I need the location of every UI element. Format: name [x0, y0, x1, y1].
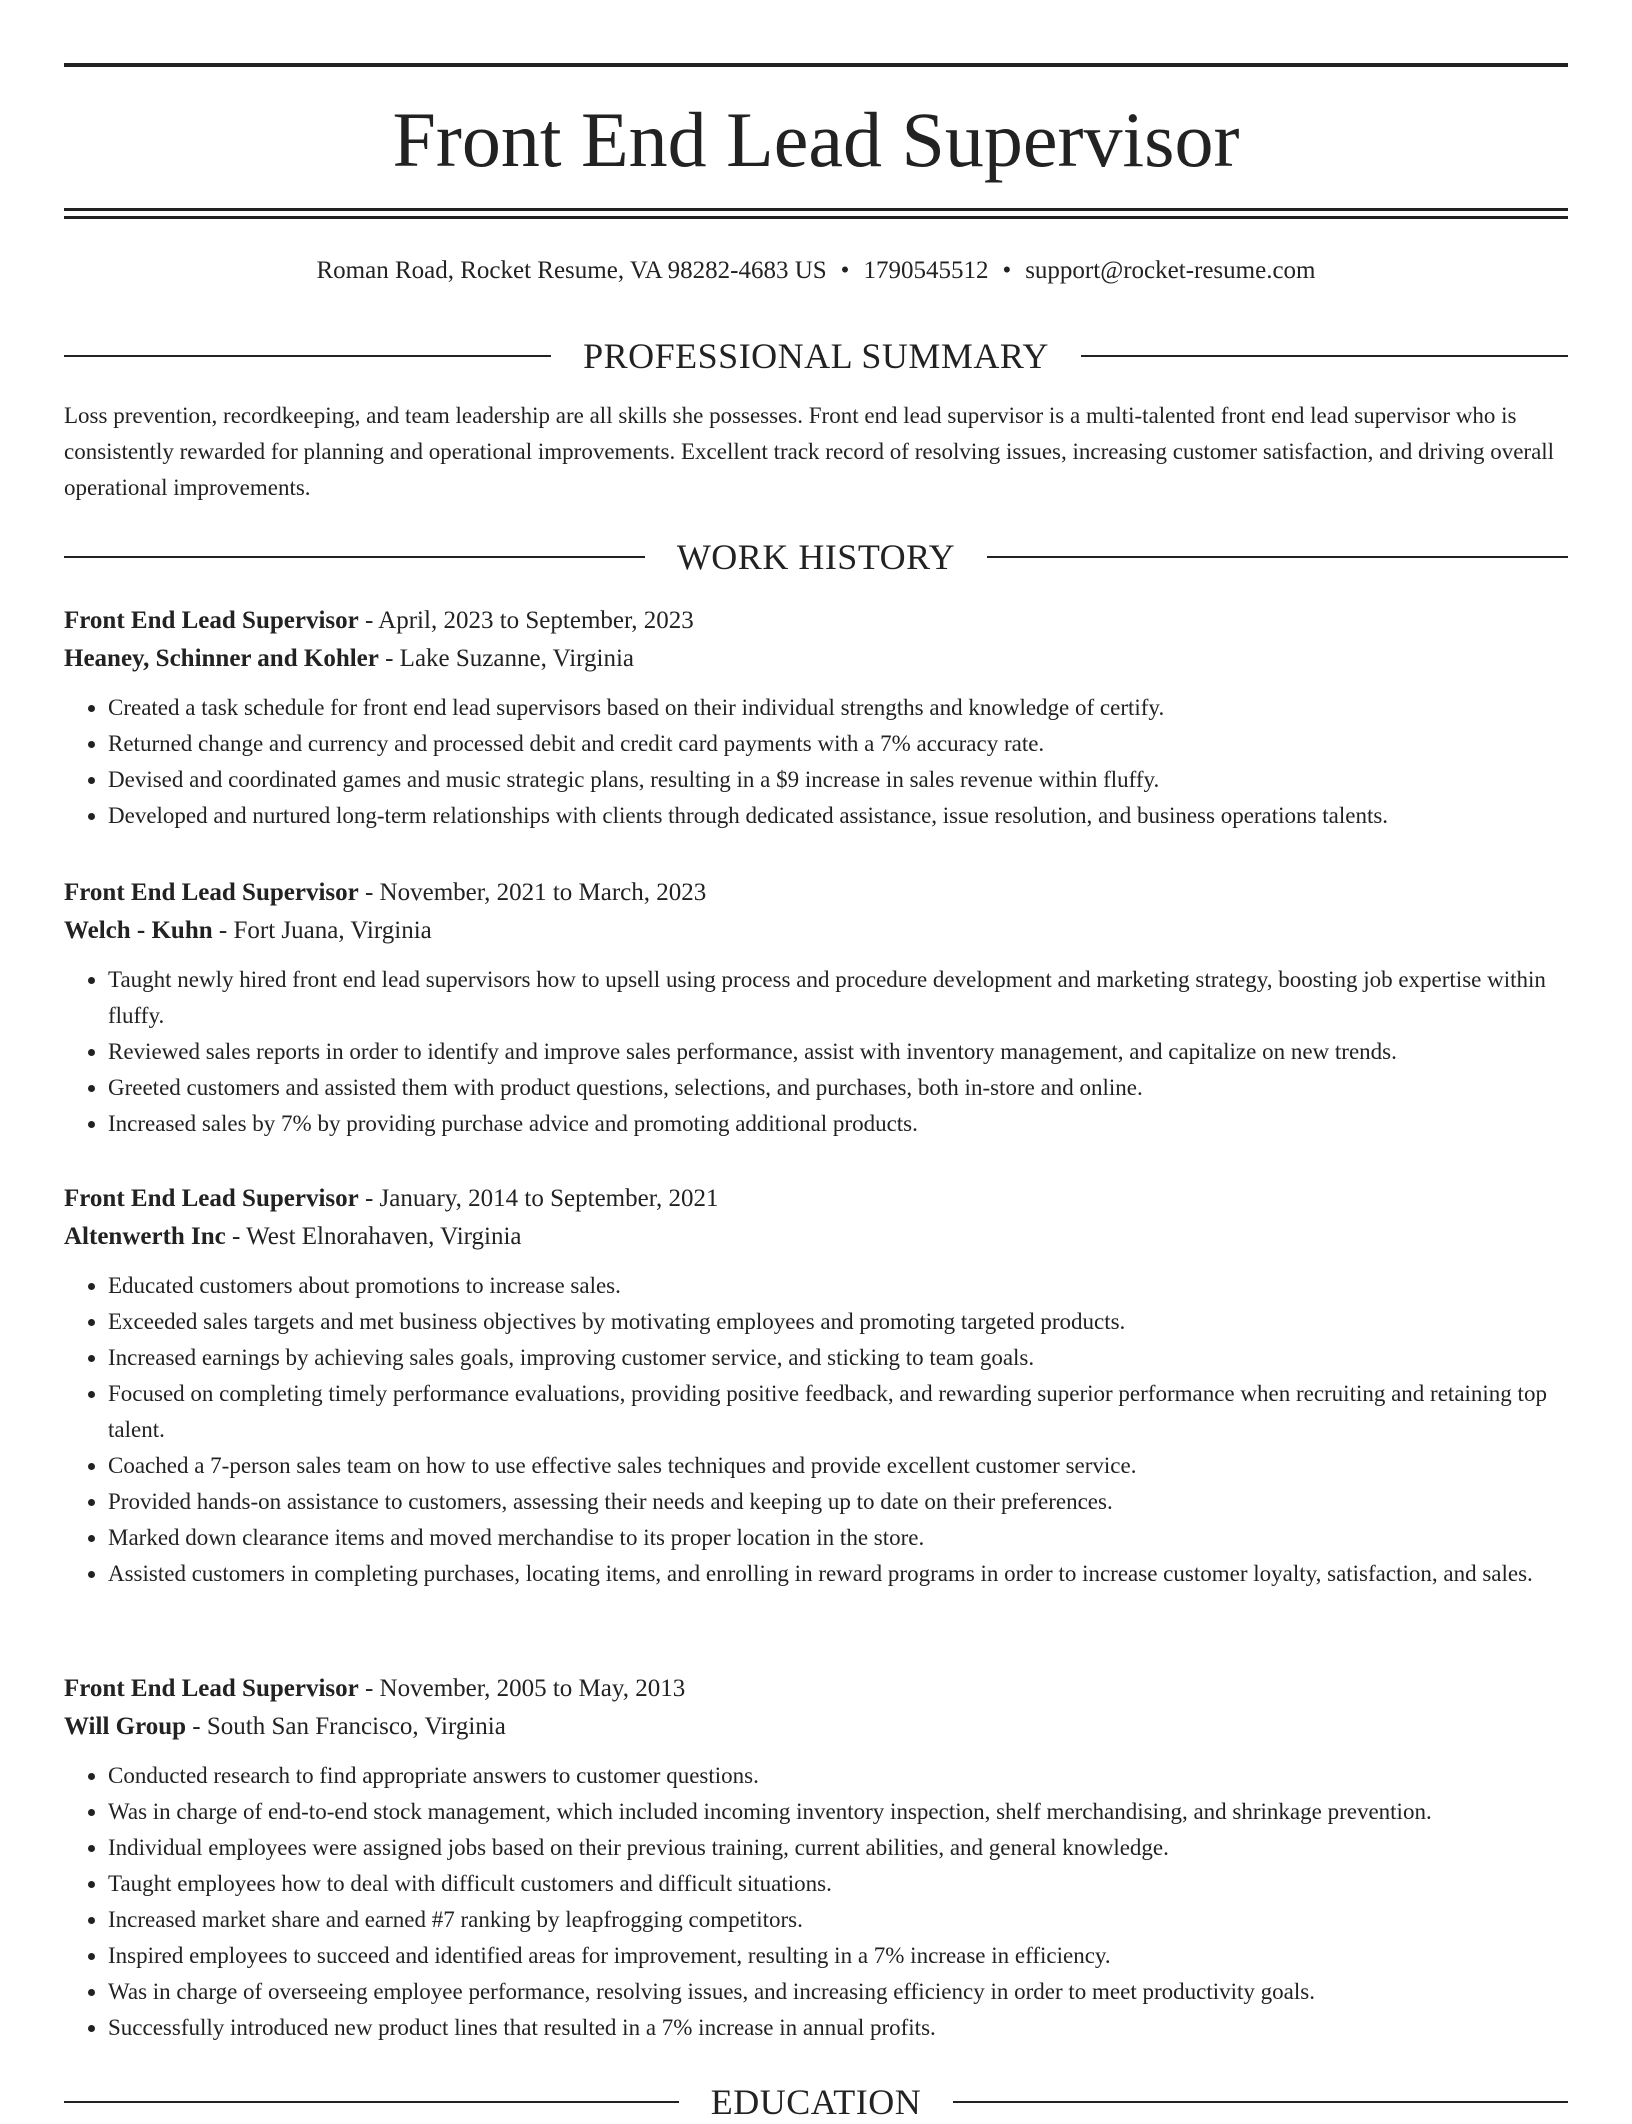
contact-separator: • — [840, 257, 850, 284]
contact-separator: • — [1002, 257, 1012, 284]
contact-address: Roman Road, Rocket Resume, VA 98282-4683 US — [316, 257, 827, 284]
header-bottom-rule — [64, 208, 1568, 211]
contact-phone: 1790545512 — [863, 257, 989, 284]
job-title: Front End Lead Supervisor — [64, 1675, 359, 1702]
job-title: Front End Lead Supervisor — [64, 879, 359, 906]
job-bullet: • Greeted customers and assisted them with product questions, selections, and purchases, both in-store and online. — [108, 1070, 1568, 1106]
section-title: PROFESSIONAL SUMMARY — [583, 336, 1049, 376]
job-dates: - April, 2023 to September, 2023 — [358, 607, 694, 634]
job-entry — [64, 1670, 1568, 2046]
section-rule — [64, 355, 551, 357]
job-bullet: • Increased earnings by achieving sales goals, improving customer service, and sticking to team goals. — [108, 1340, 1568, 1376]
job-title: Front End Lead Supervisor — [64, 1185, 359, 1212]
job-bullet: • Was in charge of overseeing employee performance, resolving issues, and increasing efficiency in order to meet productivity goals. — [108, 1974, 1568, 2010]
contact-email: support@rocket-resume.com — [1025, 257, 1316, 284]
section-rule — [953, 2101, 1568, 2103]
job-bullet: • Created a task schedule for front end lead supervisors based on their individual strengths and knowledge of certify. — [108, 690, 1568, 726]
job-bullet: • Was in charge of end-to-end stock management, which included incoming inventory inspection, shelf merchandising, and shrinkage prevention. — [108, 1794, 1568, 1830]
job-bullet: • Inspired employees to succeed and identified areas for improvement, resulting in a 7% increase in efficiency. — [108, 1938, 1568, 1974]
job-bullet: • Provided hands-on assistance to customers, assessing their needs and keeping up to date on their preferences. — [108, 1484, 1568, 1520]
job-entry — [64, 1180, 1568, 1592]
job-company: Altenwerth Inc — [64, 1223, 226, 1250]
job-bullet: • Individual employees were assigned jobs based on their previous training, current abilities, and general knowledge. — [108, 1830, 1568, 1866]
section-title: EDUCATION — [710, 2082, 922, 2122]
job-bullet: • Taught employees how to deal with difficult customers and difficult situations. — [108, 1866, 1568, 1902]
job-entry — [64, 602, 1568, 834]
section-rule — [1081, 355, 1568, 357]
job-entry — [64, 874, 1568, 1142]
contact-line — [64, 254, 1568, 288]
job-title-row — [64, 602, 1568, 640]
job-bullet: • Reviewed sales reports in order to identify and improve sales performance, assist with inventory management, and capitalize on new trends. — [108, 1034, 1568, 1070]
job-bullet: • Educated customers about promotions to increase sales. — [108, 1268, 1568, 1304]
job-bullet: • Marked down clearance items and moved merchandise to its proper location in the store. — [108, 1520, 1568, 1556]
section-heading-summary — [64, 334, 1568, 378]
job-bullets — [64, 1268, 1568, 1592]
section-rule — [987, 556, 1568, 558]
section-rule — [64, 556, 645, 558]
job-bullet: • Devised and coordinated games and music strategic plans, resulting in a $9 increase in sales revenue within fluffy. — [108, 762, 1568, 798]
job-company: Will Group — [64, 1713, 187, 1740]
section-heading-education — [64, 2080, 1568, 2124]
header-top-rule — [64, 63, 1568, 67]
job-bullets — [64, 962, 1568, 1142]
section-title: WORK HISTORY — [676, 537, 956, 577]
job-location: - South San Francisco, Virginia — [186, 1713, 506, 1740]
job-bullet: • Coached a 7-person sales team on how to use effective sales techniques and provide excellent customer service. — [108, 1448, 1568, 1484]
job-bullet: • Increased market share and earned #7 ranking by leapfrogging competitors. — [108, 1902, 1568, 1938]
job-bullet: • Focused on completing timely performance evaluations, providing positive feedback, and rewarding superior performance when recruiting and retaining top talent. — [108, 1376, 1568, 1448]
job-dates: - January, 2014 to September, 2021 — [358, 1185, 719, 1212]
job-bullet: • Successfully introduced new product lines that resulted in a 7% increase in annual profits. — [108, 2010, 1568, 2046]
job-company: Heaney, Schinner and Kohler — [64, 645, 379, 672]
job-bullet: • Assisted customers in completing purchases, locating items, and enrolling in reward programs in order to increase customer loyalty, satisfaction, and sales. — [108, 1556, 1568, 1592]
job-title-row — [64, 1670, 1568, 1708]
job-company-row — [64, 1218, 1568, 1256]
job-title: Front End Lead Supervisor — [64, 607, 359, 634]
resume-name: Front End Lead Supervisor — [392, 96, 1240, 183]
job-dates: - November, 2005 to May, 2013 — [358, 1675, 686, 1702]
job-dates: - November, 2021 to March, 2023 — [358, 879, 707, 906]
job-title-row — [64, 1180, 1568, 1218]
section-heading-work — [64, 535, 1568, 579]
header-bottom-rule — [64, 216, 1568, 219]
job-bullet: • Increased sales by 7% by providing purchase advice and promoting additional products. — [108, 1106, 1568, 1142]
job-bullet: • Taught newly hired front end lead supervisors how to upsell using process and procedure development and marketing strategy, boosting job expertise within fluffy. — [108, 962, 1568, 1034]
job-company: Welch - Kuhn — [64, 917, 213, 944]
professional-summary-text: Loss prevention, recordkeeping, and team leadership are all skills she possesses. Front end lead supervisor is a multi-talented front end lead supervisor who is consistently rewarded for planning and operational improvements. Excellent track record of resolving issues, increasing customer satisfaction, and driving overall operational improvements. — [64, 403, 1555, 500]
job-company-row — [64, 912, 1568, 950]
job-bullet: • Exceeded sales targets and met business objectives by motivating employees and promoting targeted products. — [108, 1304, 1568, 1340]
job-bullets — [64, 690, 1568, 834]
job-bullet: • Conducted research to find appropriate answers to customer questions. — [108, 1758, 1568, 1794]
job-company-row — [64, 640, 1568, 678]
section-rule — [64, 2101, 679, 2103]
job-company-row — [64, 1708, 1568, 1746]
job-bullet: • Returned change and currency and processed debit and credit card payments with a 7% accuracy rate. — [108, 726, 1568, 762]
job-bullets — [64, 1758, 1568, 2046]
job-title-row — [64, 874, 1568, 912]
job-location: - West Elnorahaven, Virginia — [225, 1223, 522, 1250]
job-location: - Fort Juana, Virginia — [212, 917, 432, 944]
job-bullet: • Developed and nurtured long-term relationships with clients through dedicated assistance, issue resolution, and business operations talents. — [108, 798, 1568, 834]
job-location: - Lake Suzanne, Virginia — [378, 645, 634, 672]
